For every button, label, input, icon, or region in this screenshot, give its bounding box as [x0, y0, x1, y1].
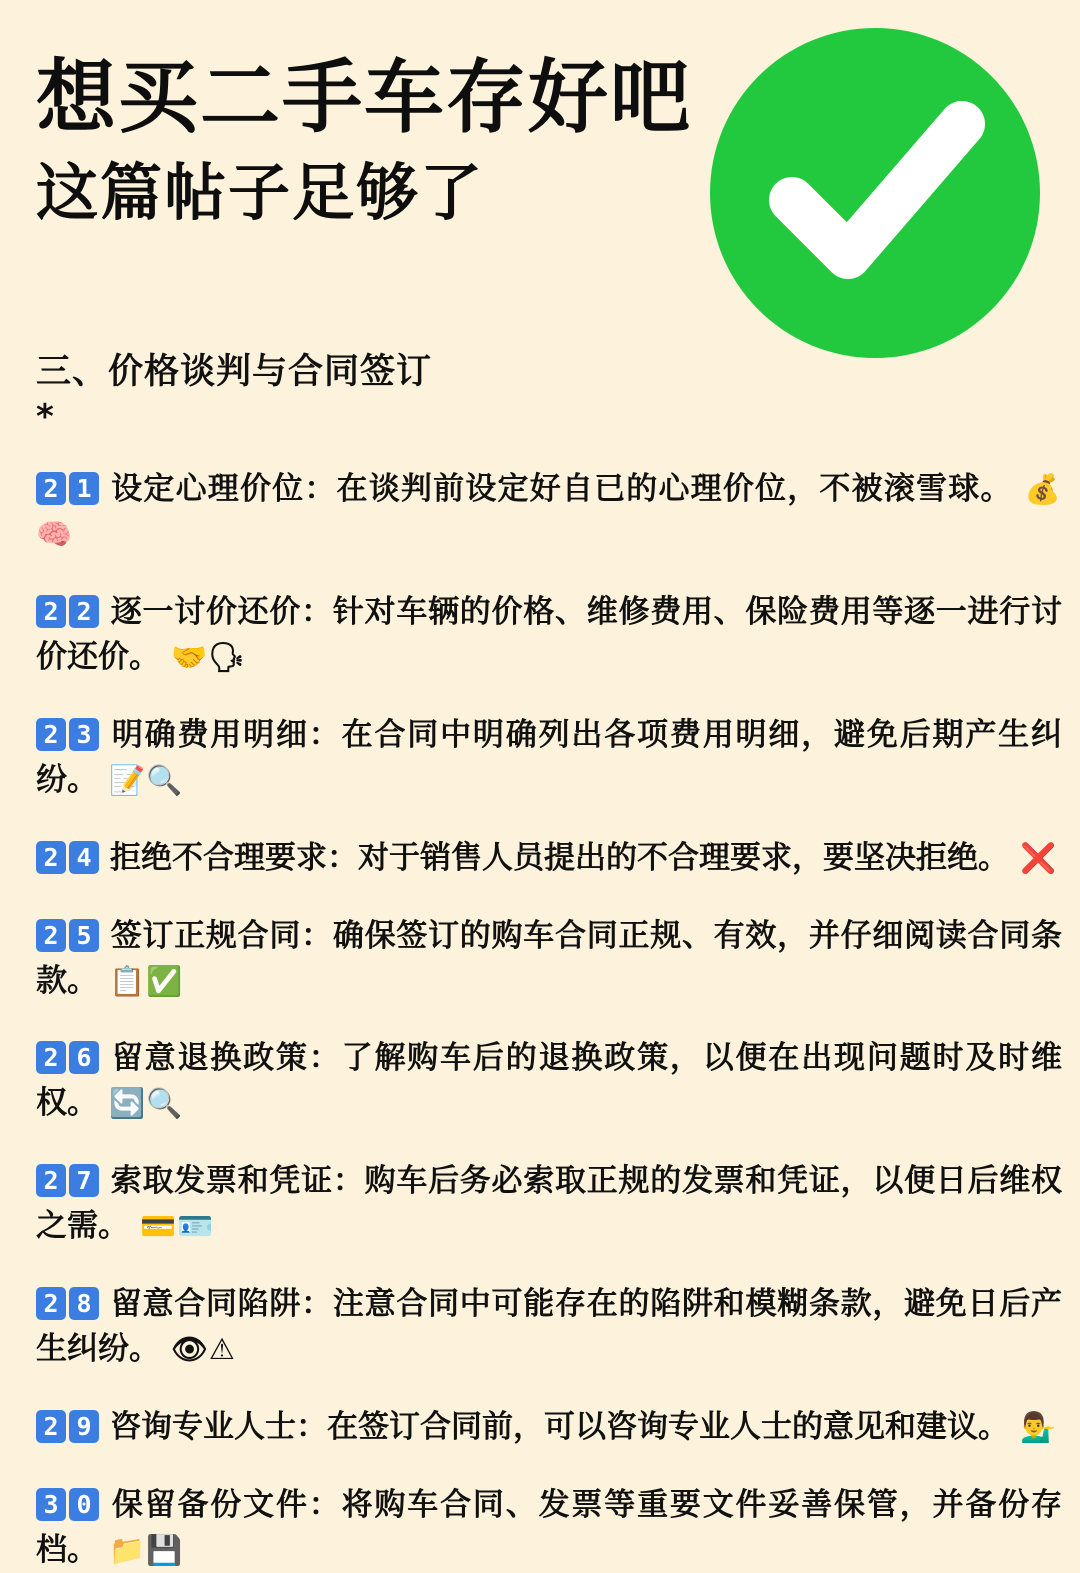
list-item-text: 了解购车后的退换政策，以便在出现问题时及时维权。: [36, 1040, 1063, 1122]
list-item-emoji: ❌: [1009, 840, 1058, 875]
number-digit: 2: [36, 1041, 66, 1074]
list-item-number: [36, 1280, 102, 1325]
list-item: [36, 465, 1062, 557]
poster-header: [36, 40, 1062, 310]
list-item-lead: 咨询专业人士：: [110, 1409, 327, 1446]
number-digit: 2: [36, 718, 66, 751]
number-digit: 2: [36, 472, 66, 505]
number-digit: 0: [69, 1488, 99, 1521]
number-digit: 8: [69, 1287, 99, 1320]
list-item-number: [36, 1157, 102, 1202]
number-digit: 2: [69, 595, 99, 628]
list-item: [36, 711, 1062, 803]
list-item-number: [36, 1481, 102, 1526]
list-item-text: 将购车合同、发票等重要文件妥善保管，并备份存档。: [36, 1487, 1063, 1568]
list-item: [36, 834, 1062, 881]
page-title: 想买二手车存好吧: [36, 51, 692, 144]
list-item-lead: 留意合同陷阱：: [110, 1286, 333, 1323]
list-item-lead: 留意退换政策：: [110, 1040, 342, 1077]
list-item-text: 在合同中明确列出各项费用明细，避免后期产生纠纷。: [36, 716, 1063, 798]
section-heading: 三、价格谈判与合同签订: [36, 352, 433, 392]
list-item-text: 购车后务必索取正规的发票和凭证，以便日后维权之需。: [36, 1163, 1063, 1245]
list-item-number: [36, 1034, 102, 1079]
list-item-text: 针对车辆的价格、维修费用、保险费用等逐一进行讨价还价。: [36, 593, 1063, 675]
number-digit: 3: [36, 1488, 66, 1521]
list-item-emoji: 🔄🔍: [98, 1086, 184, 1121]
list-item-lead: 设定心理价位：: [110, 471, 337, 507]
list-item-emoji: 💳🪪: [129, 1209, 215, 1244]
list-item-emoji: 📋✅: [98, 963, 184, 998]
list-item-number: [36, 912, 102, 957]
number-digit: 2: [36, 841, 66, 874]
title-block: [36, 40, 1062, 229]
list-item-text: 对于销售人员提出的不合理要求，要坚决拒绝。: [358, 839, 1009, 876]
list-item: [36, 588, 1062, 680]
tips-list: [36, 465, 1062, 1573]
list-item: [36, 1034, 1062, 1126]
list-item-emoji: 🤝🗣: [160, 639, 247, 674]
list-item-lead: 签订正规合同：: [110, 917, 333, 954]
list-item-emoji: 💁‍♂️: [1009, 1410, 1058, 1445]
list-item-lead: 索取发票和凭证：: [110, 1163, 365, 1200]
list-item: [36, 1280, 1062, 1372]
list-item: [36, 912, 1062, 1004]
list-item-number: [36, 465, 102, 510]
page-subtitle: 这篇帖子足够了: [36, 156, 485, 229]
section-asterisk: *: [36, 397, 54, 437]
list-item-emoji: 💰🧠: [36, 472, 1062, 551]
list-item-text: 注意合同中可能存在的陷阱和模糊条款，避免日后产生纠纷。: [36, 1286, 1063, 1368]
number-digit: 5: [69, 919, 99, 952]
list-item: [36, 1403, 1062, 1450]
list-item-number: [36, 711, 102, 756]
number-digit: 4: [69, 841, 99, 874]
list-item-emoji: 👁⚠: [160, 1332, 236, 1367]
number-digit: 2: [36, 1164, 66, 1197]
list-item-text: 确保签订的购车合同正规、有效，并仔细阅读合同条款。: [36, 917, 1063, 999]
number-digit: 9: [69, 1410, 99, 1443]
list-item-number: [36, 834, 102, 879]
list-item-lead: 保留备份文件：: [110, 1487, 342, 1523]
list-item: [36, 1481, 1062, 1573]
list-item: [36, 1157, 1062, 1249]
list-item-emoji: 📝🔍: [98, 762, 184, 797]
list-item-lead: 逐一讨价还价：: [110, 593, 333, 630]
number-digit: 2: [36, 595, 66, 628]
number-digit: 2: [36, 919, 66, 952]
list-item-emoji: 📁💾: [98, 1532, 184, 1567]
number-digit: 3: [69, 718, 99, 751]
number-digit: 6: [69, 1041, 99, 1074]
number-digit: 1: [69, 472, 99, 505]
list-item-lead: 拒绝不合理要求：: [110, 839, 358, 876]
list-item-lead: 明确费用明细：: [110, 716, 342, 753]
number-digit: 2: [36, 1410, 66, 1443]
number-digit: 2: [36, 1287, 66, 1320]
list-item-number: [36, 588, 102, 633]
number-digit: 7: [69, 1164, 99, 1197]
list-item-text: 在谈判前设定好自已的心理价位，不被滚雪球。: [336, 471, 1013, 507]
list-item-text: 在签订合同前，可以咨询专业人士的意见和建议。: [327, 1409, 1009, 1446]
